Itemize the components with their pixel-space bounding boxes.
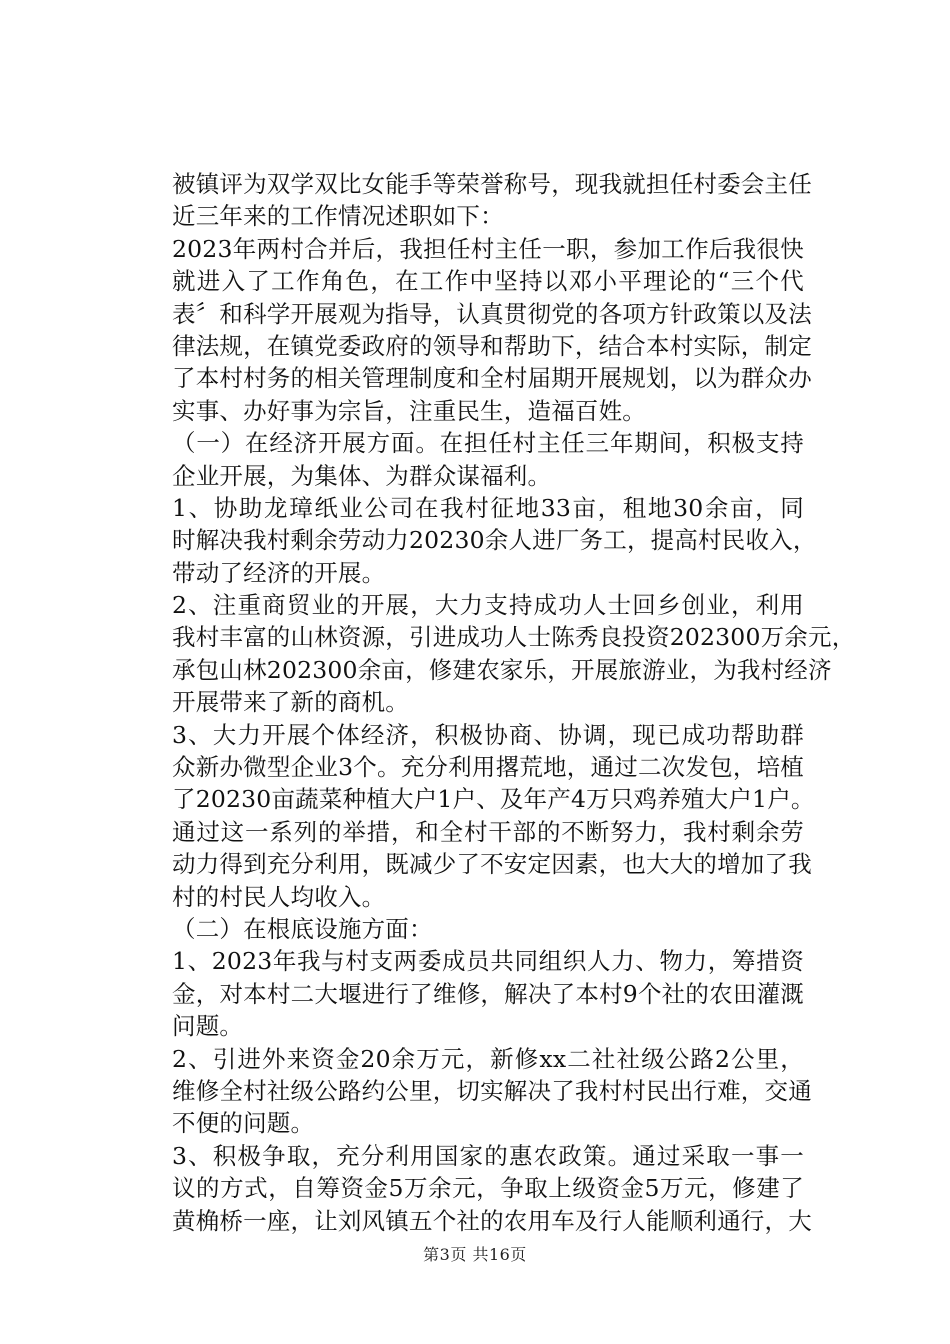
text-line: 表〞和科学开展观为指导，认真贯彻党的各项方针政策以及法 xyxy=(172,299,812,328)
text-line: 通过这一系列的举措，和全村干部的不断努力，我村剩余劳 xyxy=(172,817,804,846)
text-line: 动力得到充分利用，既减少了不安定因素，也大大的增加了我 xyxy=(172,850,812,879)
text-line: 2023年两村合并后，我担任村主任一职，参加工作后我很快 xyxy=(172,234,804,263)
text-line: 3、大力开展个体经济，积极协商、协调，现已成功帮助群 xyxy=(172,720,804,749)
text-line: 众新办微型企业3个。充分利用撂荒地，通过二次发包，培植 xyxy=(172,753,804,782)
text-line: 时解决我村剩余劳动力20230余人进厂务工，提高村民收入， xyxy=(172,526,817,555)
page-footer: 第3页 共16页 xyxy=(423,1245,527,1264)
text-line: 1、协助龙璋纸业公司在我村征地33亩，租地30余亩，同 xyxy=(172,493,804,522)
text-line: 承包山林202300余亩，修建农家乐，开展旅游业，为我村经济 xyxy=(172,655,832,684)
text-line: 开展带来了新的商机。 xyxy=(172,688,409,717)
text-line: 村的村民人均收入。 xyxy=(172,882,386,911)
text-line: 企业开展，为集体、为群众谋福利。 xyxy=(172,461,552,490)
text-line: 近三年来的工作情况述职如下： xyxy=(172,202,504,231)
text-line: 金，对本村二大堰进行了维修，解决了本村9个社的农田灌溉 xyxy=(172,979,804,1008)
text-line: （一）在经济开展方面。在担任村主任三年期间，积极支持 xyxy=(172,429,804,458)
text-line: 3、积极争取，充分利用国家的惠农政策。通过采取一事一 xyxy=(172,1141,804,1170)
text-line: 被镇评为双学双比女能手等荣誉称号，现我就担任村委会主任 xyxy=(172,170,812,198)
text-line: 不便的问题。 xyxy=(172,1109,315,1138)
text-line: 律法规，在镇党委政府的领导和帮助下，结合本村实际，制定 xyxy=(172,331,812,360)
text-line: 黄桷桥一座，让刘风镇五个社的农用车及行人能顺利通行，大 xyxy=(172,1206,812,1235)
text-line: 2、引进外来资金20余万元，新修xx二社社级公路2公里， xyxy=(172,1044,804,1073)
text-line: 问题。 xyxy=(172,1012,244,1041)
body-text xyxy=(172,168,856,1237)
text-line: （二）在根底设施方面： xyxy=(172,914,433,943)
text-line: 了本村村务的相关管理制度和全村届期开展规划，以为群众办 xyxy=(172,364,812,393)
text-line: 实事、办好事为宗旨，注重民生，造福百姓。 xyxy=(172,396,646,425)
text-line: 维修全村社级公路约公里，切实解决了我村村民出行难，交通 xyxy=(172,1076,812,1105)
text-line: 2、注重商贸业的开展，大力支持成功人士回乡创业，利用 xyxy=(172,591,804,620)
text-line: 就进入了工作角色，在工作中坚持以邓小平理论的“三个代 xyxy=(172,267,804,296)
text-line: 我村丰富的山林资源，引进成功人士陈秀良投资202300万余元， xyxy=(172,623,856,652)
text-line: 了20230亩蔬菜种植大户1户、及年产4万只鸡养殖大户1户。 xyxy=(172,785,815,814)
text-line: 议的方式，自筹资金5万余元，争取上级资金5万元，修建了 xyxy=(172,1174,804,1203)
text-line: 带动了经济的开展。 xyxy=(172,558,386,587)
text-line: 1、2023年我与村支两委成员共同组织人力、物力，筹措资 xyxy=(172,947,804,976)
